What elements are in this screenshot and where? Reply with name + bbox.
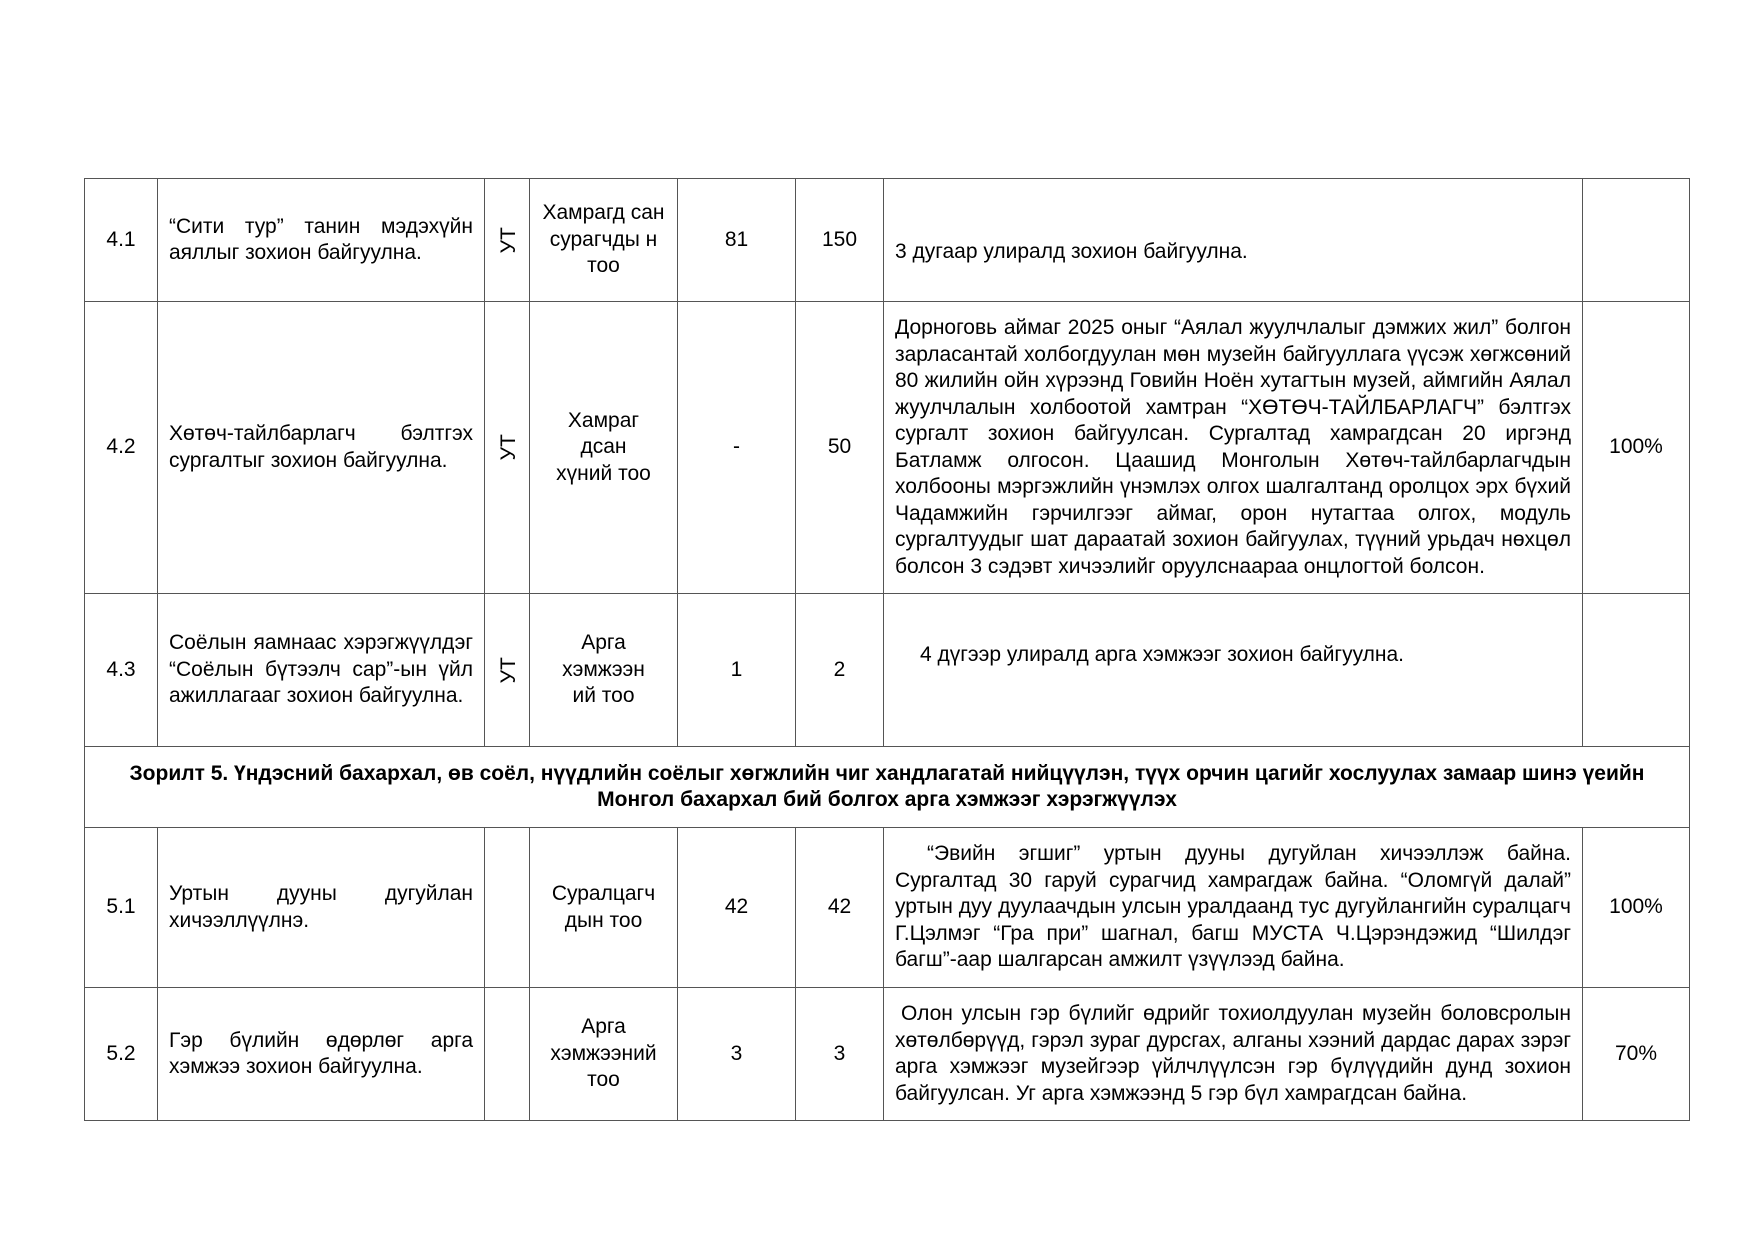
responsible-code: УТ (496, 434, 520, 461)
table-row (85, 988, 1690, 1121)
percent-cell: 70% (1583, 988, 1690, 1121)
activity-cell: Уртын дууны дугуйлан хичээллүүлнэ. (158, 828, 485, 988)
report-cell: Олон улсын гэр бүлийг өдрийг тохиолдуулан музейн боловсролын хөтөлбөрүүд, гэрэл зураг дурсгах, алганы хээний дардас дарах зэрэг арга хэмжээг музейгээр үйлчлүүлсэн гэр бүлүүдийн дунд зохион байгуулсан. Уг арга хэмжээнд 5 гэр бүл хамрагдсан байна. (884, 988, 1583, 1121)
target-cell: 150 (796, 179, 884, 302)
baseline-cell: - (678, 302, 796, 594)
baseline-cell: 42 (678, 828, 796, 988)
baseline-cell: 81 (678, 179, 796, 302)
table-row (85, 179, 1690, 302)
responsible-code: УТ (496, 656, 520, 684)
indicator-cell: Арга хэмжээн ий тоо (530, 594, 678, 747)
report-cell: 4 дүгээр улиралд арга хэмжээг зохион байгуулна. (884, 594, 1583, 747)
responsible-code: УТ (496, 226, 520, 254)
report-cell: “Эвийн эгшиг” уртын дууны дугуйлан хичээллэж байна. Сургалтад 30 гаруй сурагчид хамрагдаж байна. “Оломгүй далай” уртын дуу дуулаачдын улсын уралдаанд тус дугуйлангийн суралцагч Г.Цэлмэг “Гра при” шагнал, багш МУСТА Ч.Цэрэндэжид “Шилдэг багш”-аар шалгарсан амжилт үзүүлээд байна. (884, 828, 1583, 988)
row-number: 5.1 (85, 828, 158, 988)
row-number: 5.2 (85, 988, 158, 1121)
indicator-cell: Хамраг дсан хүний тоо (530, 302, 678, 594)
activity-cell: “Сити тур” танин мэдэхүйн аяллыг зохион байгуулна. (158, 179, 485, 302)
indicator-cell: Арга хэмжээний тоо (530, 988, 678, 1121)
activity-cell: Гэр бүлийн өдөрлөг арга хэмжээ зохион байгуулна. (158, 988, 485, 1121)
report-cell: Дорноговь аймаг 2025 оныг “Аялал жуулчлалыг дэмжих жил” болгон зарласантай холбогдуулан мөн музейн байгууллага үүсэж хөгжсөний 80 жилийн ойн хүрээнд Говийн Ноён хутагтын музей, аймгийн Аялал жуулчлалын холбоотой хамтран “ХӨТӨЧ-ТАЙЛБАРЛАГЧ” бэлтгэх сургалт зохион байгуулсан. Сургалтад хамрагдсан 20 иргэнд Батламж олгосон. Цаашид Монголын Хөтөч-тайлбарлагчдын холбооны мэргэжлийн үнэмлэх олгох шалгалтанд оролцох эрх бүхий Чадамжийн гэрчилгээг аймаг, орон нутагтаа олгох, модуль сургалтуудыг шат дараатай зохион байгуулах, түүний урьдач нөхцөл болсон 3 сэдэвт хичээлийг оруулснаараа онцлогтой болсон. (884, 302, 1583, 594)
percent-cell: 100% (1583, 302, 1690, 594)
goal-row (85, 747, 1690, 828)
baseline-cell: 1 (678, 594, 796, 747)
baseline-cell: 3 (678, 988, 796, 1121)
target-cell: 50 (796, 302, 884, 594)
row-number: 4.1 (85, 179, 158, 302)
target-cell: 42 (796, 828, 884, 988)
activity-cell: Соёлын яамнаас хэрэгжүүлдэг “Соёлын бүтээлч сар”-ын үйл ажиллагааг зохион байгуулна. (158, 594, 485, 747)
table-row (85, 828, 1690, 988)
report-cell: 3 дугаар улиралд зохион байгуулна. (884, 179, 1583, 302)
percent-cell (1583, 179, 1690, 302)
target-cell: 2 (796, 594, 884, 747)
indicator-cell: Хамрагд сан сурагчды н тоо (530, 179, 678, 302)
table-row (85, 302, 1690, 594)
indicator-cell: Суралцагч дын тоо (530, 828, 678, 988)
percent-cell (1583, 594, 1690, 747)
row-number: 4.3 (85, 594, 158, 747)
goal-heading: Зорилт 5. Үндэсний бахархал, өв соёл, нүүдлийн соёлыг хөгжлийн чиг хандлагатай нийцүүлэн, түүх орчин цагийг хослуулах замаар шинэ үеийн Монгол бахархал бий болгох арга хэмжээг хэрэгжүүлэх (85, 747, 1690, 828)
percent-cell: 100% (1583, 828, 1690, 988)
table-row (85, 594, 1690, 747)
plan-table (84, 178, 1690, 1121)
row-number: 4.2 (85, 302, 158, 594)
target-cell: 3 (796, 988, 884, 1121)
activity-cell: Хөтөч-тайлбарлагч бэлтгэх сургалтыг зохион байгуулна. (158, 302, 485, 594)
